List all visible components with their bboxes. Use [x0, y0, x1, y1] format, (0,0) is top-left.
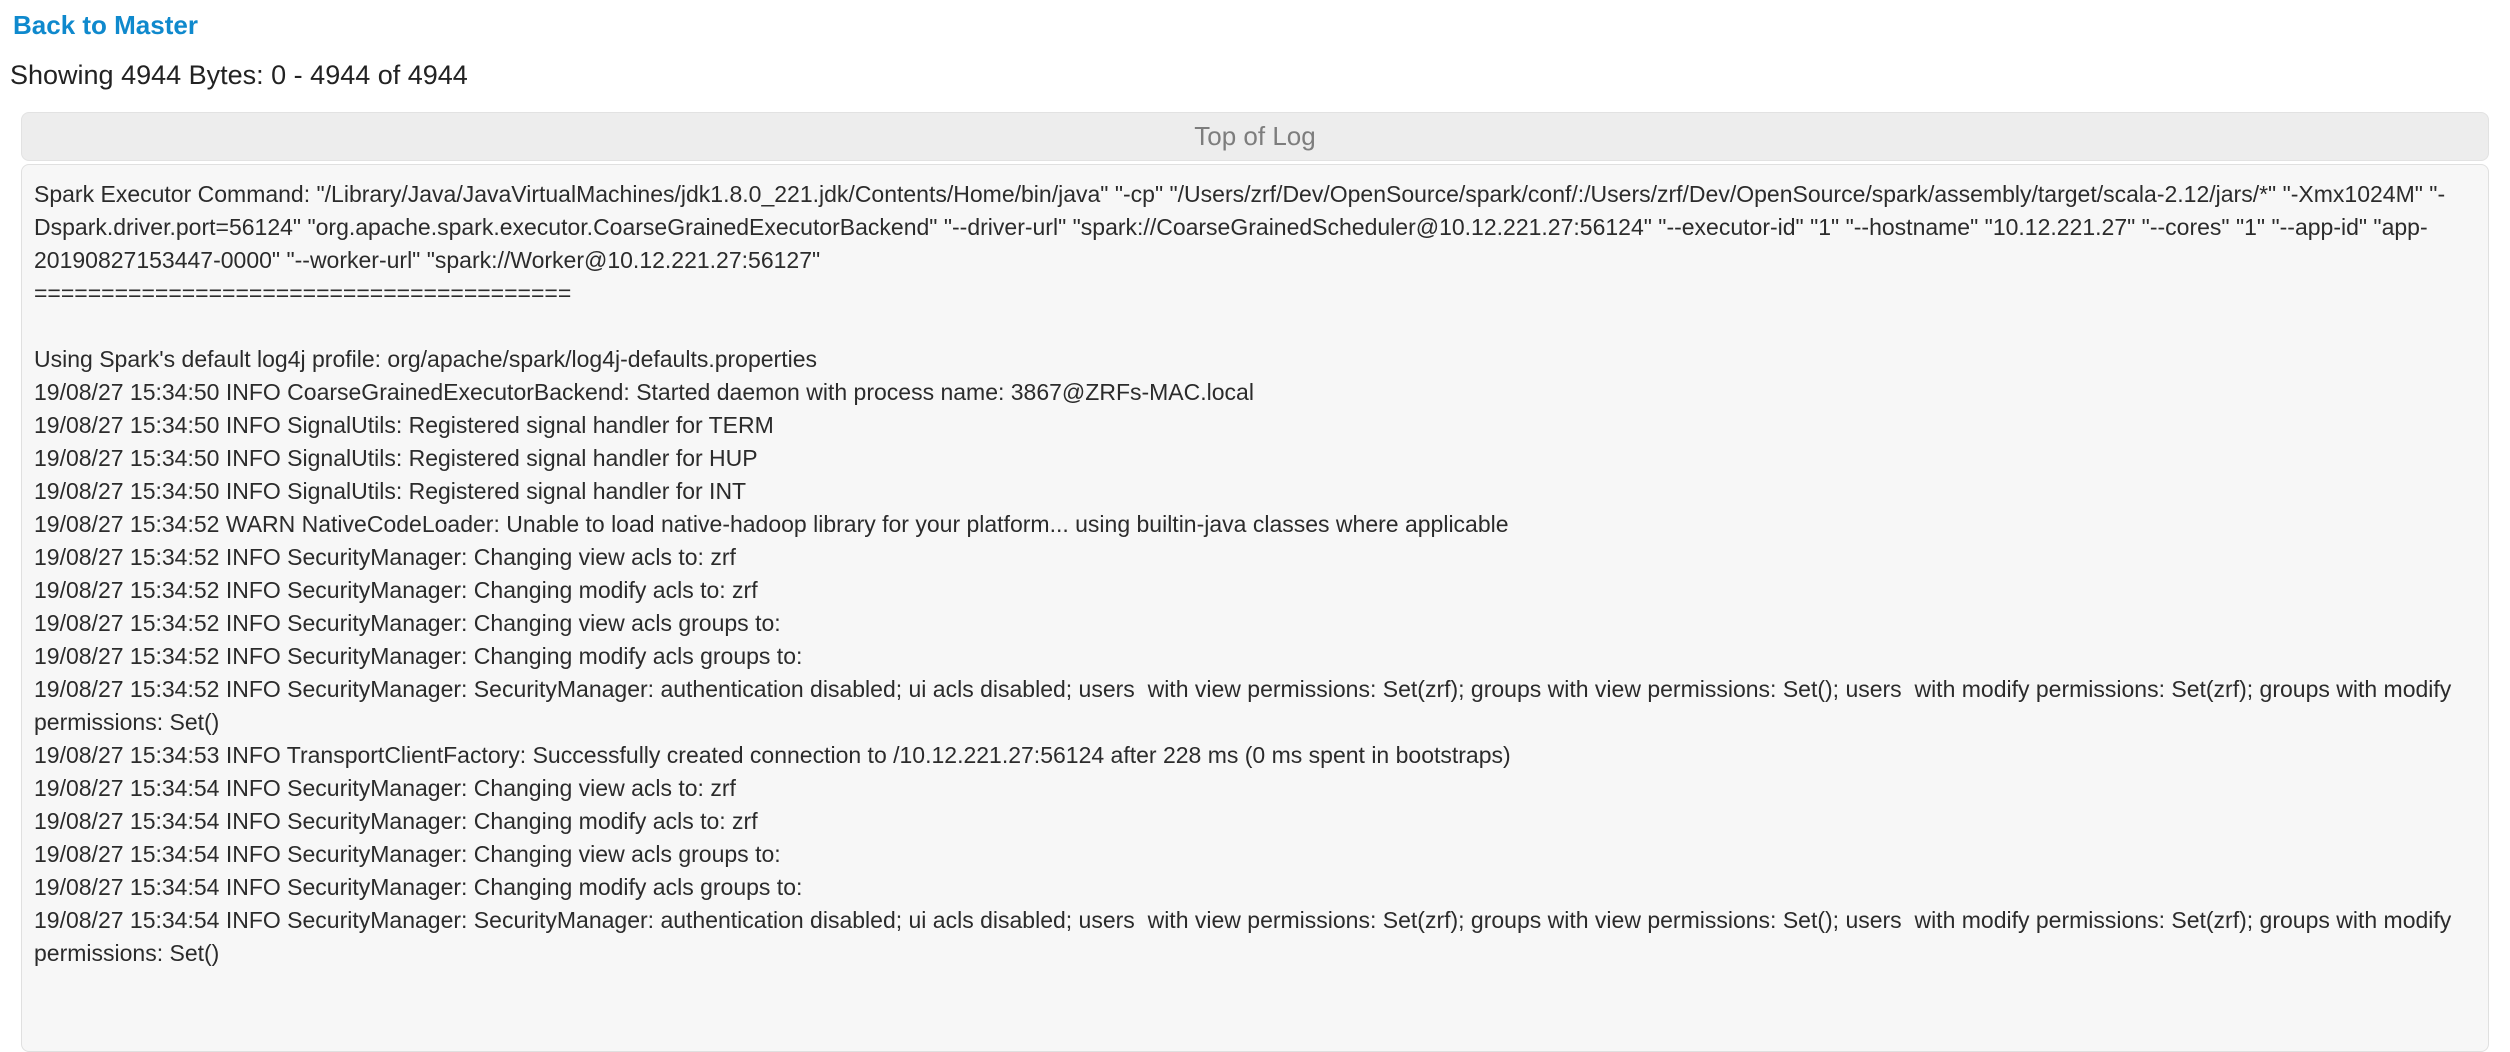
log-line: 19/08/27 15:34:52 INFO SecurityManager: SecurityManager: authentication disabled; ui acls disabled; users with view permissions: Set(zrf); groups with view permissions: Set(); users with modify permissions: Set(zrf); groups with modify permissions: Set() [34, 676, 2458, 735]
log-line: ======================================== [34, 280, 572, 306]
log-line: 19/08/27 15:34:54 INFO SecurityManager: Changing view acls to: zrf [34, 775, 736, 801]
log-line: Using Spark's default log4j profile: org/apache/spark/log4j-defaults.properties [34, 346, 817, 372]
log-line [34, 310, 2476, 343]
log-line: 19/08/27 15:34:53 INFO TransportClientFactory: Successfully created connection to /10.12.221.27:56124 after 228 ms (0 ms spent in bootstraps) [34, 742, 1511, 768]
log-line: 19/08/27 15:34:50 INFO SignalUtils: Registered signal handler for INT [34, 478, 747, 504]
log-line: 19/08/27 15:34:52 INFO SecurityManager: Changing modify acls groups to: [34, 643, 809, 669]
log-line: 19/08/27 15:34:52 INFO SecurityManager: Changing view acls to: zrf [34, 544, 736, 570]
log-line: 19/08/27 15:34:54 INFO SecurityManager: Changing view acls groups to: [34, 841, 788, 867]
log-line: 19/08/27 15:34:50 INFO SignalUtils: Registered signal handler for TERM [34, 412, 774, 438]
back-to-master-link[interactable]: Back to Master [13, 10, 198, 40]
log-line: 19/08/27 15:34:54 INFO SecurityManager: SecurityManager: authentication disabled; ui acls disabled; users with view permissions: Set(zrf); groups with view permissions: Set(); users with modify permissions: Set(zrf); groups with modify permissions: Set() [34, 907, 2458, 966]
log-content-box[interactable] [21, 164, 2489, 1052]
log-line: 19/08/27 15:34:54 INFO SecurityManager: Changing modify acls groups to: [34, 874, 809, 900]
log-nav-bar [21, 112, 2489, 161]
log-line: Spark Executor Command: "/Library/Java/JavaVirtualMachines/jdk1.8.0_221.jdk/Contents/Home/bin/java" "-cp" "/Users/zrf/Dev/OpenSource/spark/conf/:/Users/zrf/Dev/OpenSource/spark/assembly/target/scala-2.12/jars/*" "-Xmx1024M" "-Dspark.driver.port=56124" "org.apache.spark.executor.CoarseGrainedExecutorBackend" "--driver-url" "spark://CoarseGrainedScheduler@10.12.221.27:56124" "--executor-id" "1" "--hostname" "10.12.221.27" "--cores" "1" "--app-id" "app-20190827153447-0000" "--worker-url" "spark://Worker@10.12.221.27:56127" [34, 181, 2446, 273]
log-line: 19/08/27 15:34:52 WARN NativeCodeLoader: Unable to load native-hadoop library for your platform... using builtin-java classes where applicable [34, 511, 1509, 537]
log-position-label: Top of Log [1194, 121, 1316, 151]
log-line: 19/08/27 15:34:52 INFO SecurityManager: Changing view acls groups to: [34, 610, 788, 636]
log-line: 19/08/27 15:34:50 INFO CoarseGrainedExecutorBackend: Started daemon with process name: 3867@ZRFs-MAC.local [34, 379, 1254, 405]
log-line: 19/08/27 15:34:50 INFO SignalUtils: Registered signal handler for HUP [34, 445, 758, 471]
byte-range-status: Showing 4944 Bytes: 0 - 4944 of 4944 [10, 60, 468, 90]
log-line: 19/08/27 15:34:52 INFO SecurityManager: Changing modify acls to: zrf [34, 577, 758, 603]
log-line: 19/08/27 15:34:54 INFO SecurityManager: Changing modify acls to: zrf [34, 808, 758, 834]
